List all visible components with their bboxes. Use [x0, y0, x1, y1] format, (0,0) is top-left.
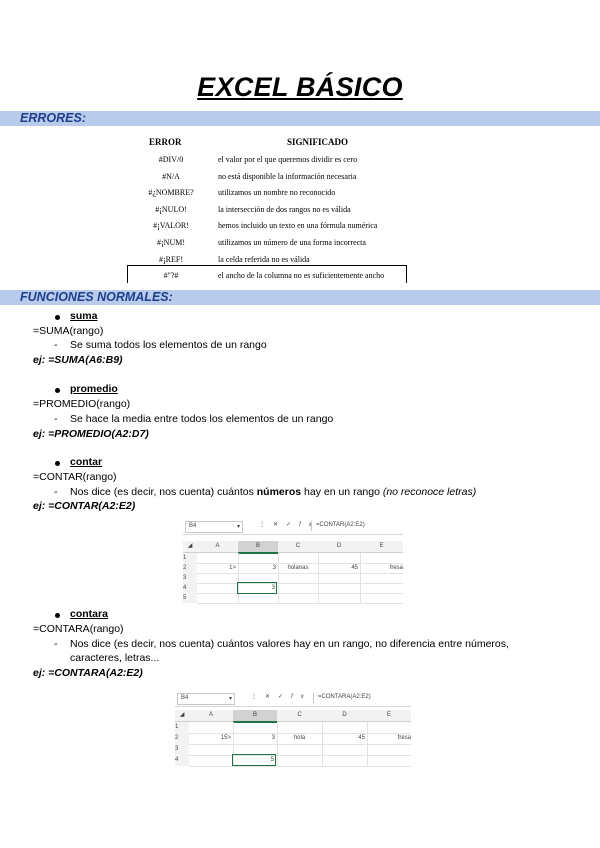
dash-icon: -	[54, 339, 58, 351]
error-desc: la intersección de dos rangos no es válida	[218, 204, 351, 214]
error-code: #¡VALOR!	[153, 221, 189, 231]
grid-line	[189, 755, 411, 756]
cancel-icon: ✕	[265, 694, 279, 700]
grid-line	[197, 593, 403, 594]
name-box-value: B4	[189, 523, 197, 529]
syntax-suma: =SUMA(rango)	[33, 325, 104, 337]
check-icon: ✓	[286, 522, 300, 528]
error-col-header: ERROR	[149, 137, 182, 147]
error-desc: utilizamos un nombre no reconocido	[218, 188, 336, 198]
row-header: 4	[183, 585, 187, 591]
cell-E2[interactable]: fresa	[397, 735, 411, 741]
column-header: C	[295, 543, 301, 549]
bullet-icon	[55, 613, 60, 618]
grid-line	[278, 553, 279, 603]
table-row	[127, 185, 407, 202]
column-header: E	[379, 543, 384, 549]
cancel-icon: ✕	[273, 522, 287, 528]
section-errores-bar	[0, 111, 600, 126]
grid-line	[197, 583, 403, 584]
table-border-right	[406, 265, 407, 283]
desc-contara-line1: Nos dice (es decir, nos cuenta) cuántos valores hay en un rango, no diferencia entre números,	[70, 638, 509, 650]
table-row	[127, 202, 407, 219]
page-title: EXCEL BÁSICO	[197, 72, 403, 102]
column-header: E	[386, 712, 391, 718]
column-header: B	[252, 712, 257, 718]
cell-C2[interactable]: holanas	[287, 565, 309, 571]
formula-field	[313, 693, 411, 703]
error-desc: el ancho de la columna no es suficientemente ancho	[218, 271, 385, 281]
column-header: B	[255, 543, 260, 549]
syntax-promedio: =PROMEDIO(rango)	[33, 398, 131, 410]
row-header: 2	[183, 565, 187, 571]
cell-C2[interactable]: hola	[293, 735, 306, 741]
desc-contar-note: (no reconoce letras)	[382, 486, 477, 498]
table-row	[127, 169, 407, 186]
error-code: #N/A	[162, 171, 180, 181]
grid-line	[197, 603, 403, 604]
error-desc: el valor por el que queremos dividir es cero	[218, 155, 358, 164]
syntax-contar: =CONTAR(rango)	[33, 471, 117, 483]
grid-line	[277, 722, 278, 766]
cell-B4-value: 5	[270, 757, 274, 763]
error-table-header	[127, 134, 407, 152]
formula-icons	[251, 693, 312, 700]
function-name-contara: contara	[70, 608, 108, 620]
error-code: #¿NOMBRE?	[148, 188, 194, 198]
example-contar: ej: =CONTAR(A2:E2)	[33, 500, 136, 512]
desc-promedio: Se hace la media entre todos los elementos de un rango	[70, 413, 334, 425]
desc-contar-post: hay en un rango	[301, 486, 383, 498]
dash-icon: -	[54, 486, 58, 498]
column-header: A	[215, 543, 220, 549]
fx-icon: fx	[299, 522, 320, 528]
table-row	[127, 152, 407, 169]
table-divider	[127, 265, 407, 266]
formula-text: =CONTARA(A2:E2)	[318, 694, 371, 700]
cell-D2[interactable]: 45	[358, 735, 365, 741]
error-desc: utilizamos un número de una forma incorrecta	[218, 237, 366, 247]
name-box	[185, 521, 243, 533]
name-box	[177, 693, 235, 705]
grid-line	[189, 744, 411, 745]
row-header: 3	[183, 575, 187, 581]
error-code: #¡NUM!	[157, 237, 185, 247]
table-border-left	[127, 265, 128, 283]
error-code: #"?#	[163, 271, 179, 281]
desc-contar	[70, 486, 476, 498]
column-header: A	[208, 712, 213, 718]
row-header: 2	[175, 735, 179, 741]
select-all-corner: ◢	[187, 543, 193, 549]
name-box-value: B4	[181, 695, 189, 701]
example-promedio: ej: =PROMEDIO(A2:D7)	[33, 428, 149, 440]
row-header: 3	[175, 746, 179, 752]
bullet-icon	[55, 388, 60, 393]
chevron-down-icon: ▾	[228, 696, 232, 702]
formula-text: =CONTAR(A2:E2)	[316, 522, 365, 528]
desc-contar-bold: números	[256, 486, 302, 498]
cell-E2[interactable]: fresa	[389, 565, 403, 571]
chevron-down-icon: ▾	[236, 524, 240, 530]
grid-line	[318, 553, 319, 603]
grid-line	[189, 766, 411, 767]
error-table	[127, 134, 407, 285]
separator-icon: ⋮	[251, 694, 265, 700]
cell-D2[interactable]: 45	[351, 565, 358, 571]
column-header: D	[342, 712, 347, 718]
desc-contara-line2: caracteres, letras...	[70, 652, 160, 664]
column-header: C	[297, 712, 302, 718]
row-header: 1	[175, 724, 179, 730]
grid-line	[322, 722, 323, 766]
desc-contar-pre: Nos dice (es decir, nos cuenta) cuántos	[70, 486, 257, 498]
row-header: 1	[183, 555, 187, 561]
desc-suma: Se suma todos los elementos de un rango	[70, 339, 267, 351]
table-row	[127, 268, 407, 285]
error-desc: no está disponible la información necesaria	[218, 171, 357, 181]
function-name-suma: suma	[70, 310, 98, 322]
excel-screenshot-contar	[183, 518, 403, 604]
function-name-promedio: promedio	[70, 383, 118, 395]
section-funciones-title: FUNCIONES NORMALES:	[20, 290, 173, 304]
select-all-corner: ◢	[179, 712, 185, 718]
bullet-icon	[55, 461, 60, 466]
function-name-contar: contar	[70, 456, 103, 468]
formula-bar	[183, 518, 403, 535]
grid-line	[360, 553, 361, 603]
fx-icon: fx	[291, 694, 312, 700]
excel-screenshot-contara	[175, 690, 411, 768]
formula-bar	[175, 690, 411, 707]
row-header: 4	[175, 757, 179, 763]
section-errores-title: ERRORES:	[20, 111, 86, 125]
dash-icon: -	[54, 638, 58, 650]
error-code: #DIV/0	[158, 155, 184, 164]
cell-B2[interactable]: 3	[271, 735, 275, 741]
error-code: #¡REF!	[159, 254, 183, 264]
table-row	[127, 218, 407, 235]
example-suma: ej: =SUMA(A6:B9)	[33, 354, 123, 366]
section-funciones-bar	[0, 290, 600, 305]
meaning-col-header: SIGNIFICADO	[287, 137, 349, 147]
cell-A2[interactable]: 15>	[220, 735, 231, 741]
grid-line	[238, 553, 239, 603]
error-code: #¡NULO!	[155, 204, 187, 214]
cell-A2[interactable]: 1>	[229, 565, 236, 571]
check-icon: ✓	[278, 694, 292, 700]
error-desc: hemos incluido un texto en una fórmula numérica	[218, 221, 378, 231]
column-header: D	[336, 543, 342, 549]
grid-line	[367, 722, 368, 766]
error-desc: la celda referida no es válida	[218, 254, 310, 264]
row-header: 5	[183, 595, 187, 601]
table-row	[127, 235, 407, 252]
separator-icon: ⋮	[259, 522, 273, 528]
example-contara: ej: =CONTARA(A2:E2)	[33, 667, 143, 679]
syntax-contara: =CONTARA(rango)	[33, 623, 124, 635]
cell-B4-value: 3	[271, 585, 275, 591]
formula-field	[311, 521, 403, 531]
cell-B2[interactable]: 3	[272, 565, 276, 571]
dash-icon: -	[54, 413, 58, 425]
bullet-icon	[55, 315, 60, 320]
